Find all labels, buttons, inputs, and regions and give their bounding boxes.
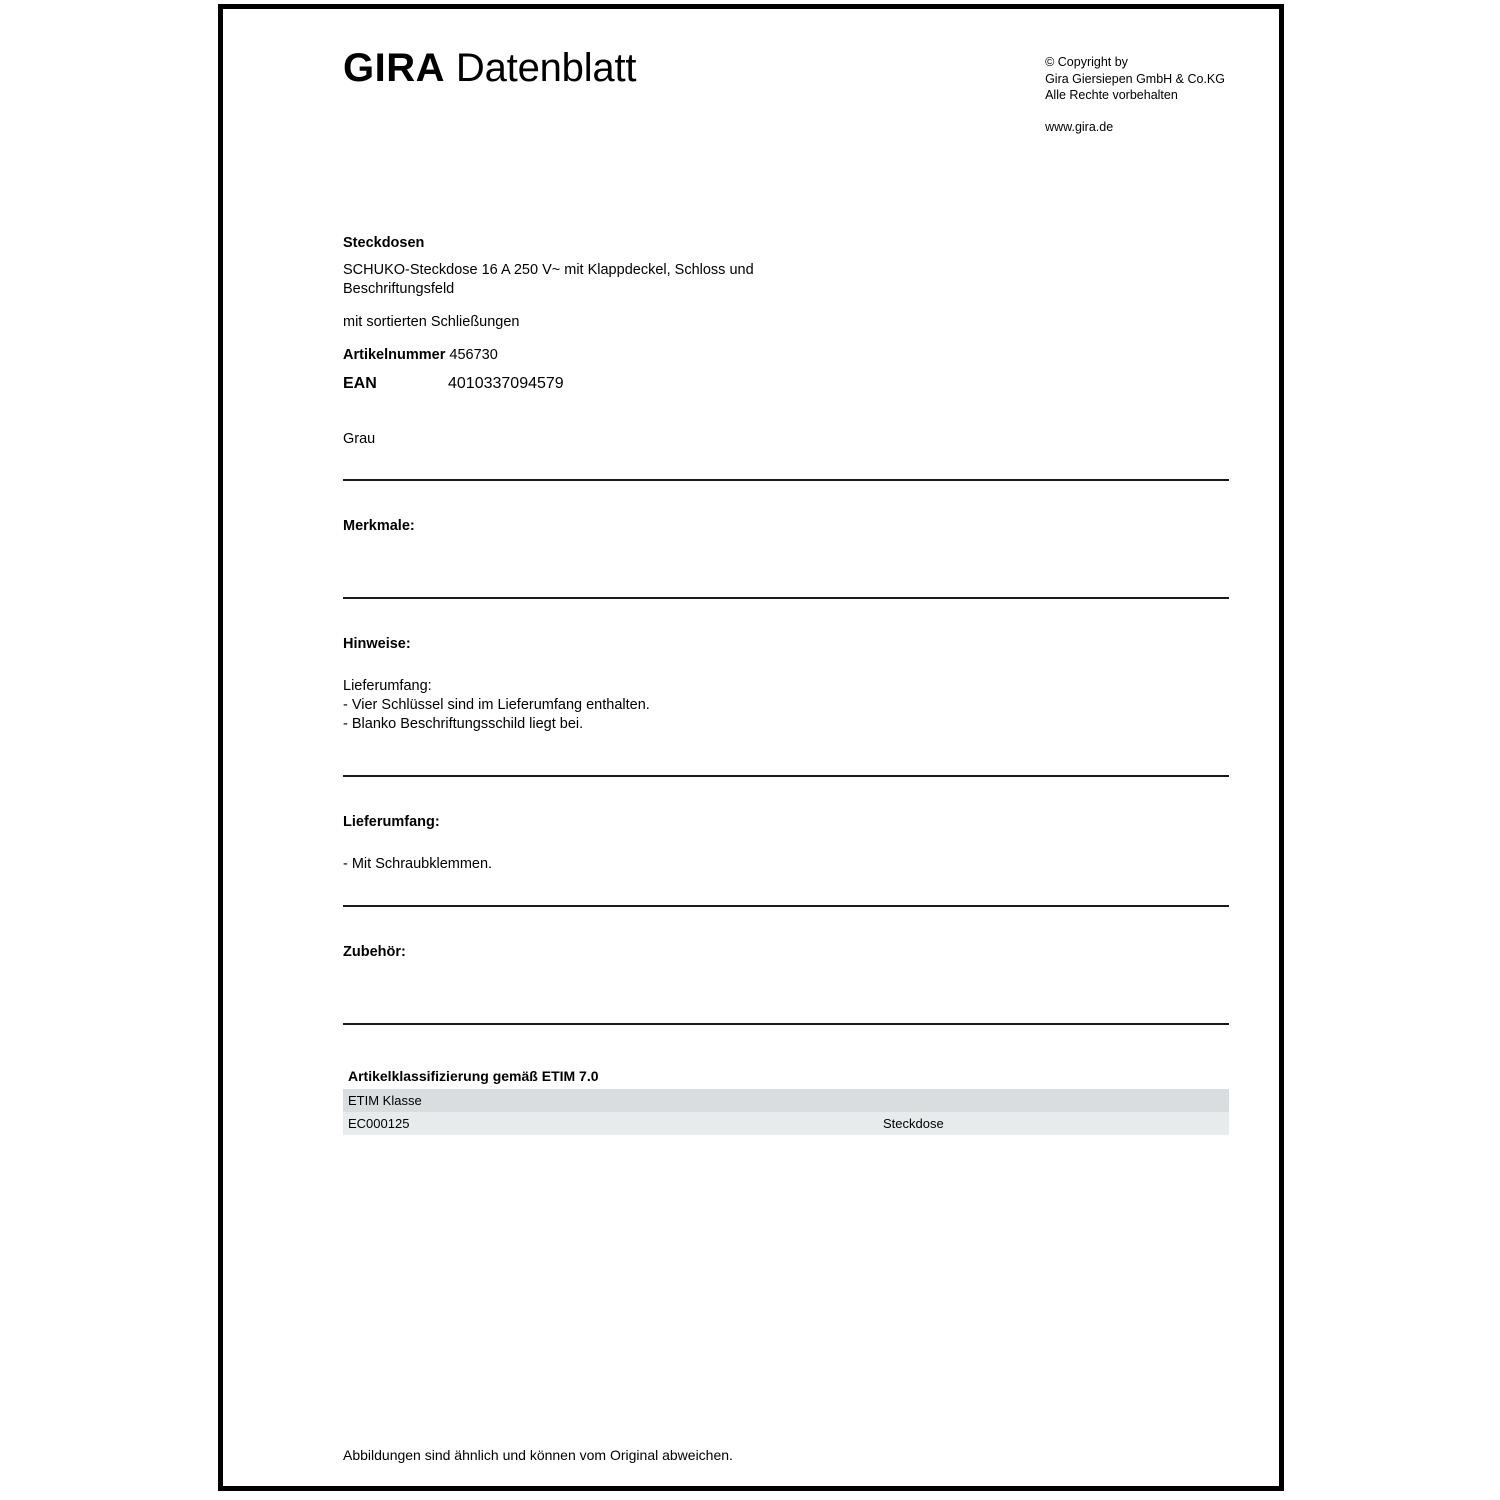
- page-sheet: [223, 9, 1279, 1486]
- etim-cell-name: Steckdose: [878, 1112, 1229, 1135]
- product-info-block: [343, 234, 1233, 449]
- hinweise-heading: Hinweise:: [343, 636, 411, 652]
- page-title: [343, 45, 636, 91]
- brand-logo-gira: GIRA: [343, 46, 445, 90]
- article-number-value: 456730: [449, 347, 498, 363]
- section-merkmale: [343, 481, 1233, 597]
- document-header: [343, 45, 1231, 135]
- copyright-block: [1045, 54, 1225, 135]
- section-lieferumfang: [343, 777, 1233, 883]
- etim-classification: [343, 1067, 1229, 1135]
- zubehoer-heading: Zubehör:: [343, 944, 406, 960]
- lieferumfang-line-1: - Mit Schraubklemmen.: [343, 856, 493, 872]
- etim-title: Artikelklassifizierung gemäß ETIM 7.0: [348, 1068, 599, 1084]
- ean-label: EAN: [343, 375, 377, 392]
- etim-column-header-klasse: ETIM Klasse: [343, 1089, 878, 1112]
- product-color: Grau: [343, 431, 376, 447]
- page-frame: [218, 4, 1284, 1491]
- section-zubehoer: [343, 907, 1233, 1023]
- table-row: [343, 1112, 1229, 1135]
- ean-value: 4010337094579: [448, 375, 564, 392]
- copyright-line-1: © Copyright by: [1045, 55, 1128, 69]
- etim-table-header-row: [343, 1089, 1229, 1112]
- ean-row: [343, 375, 1233, 394]
- copyright-line-3: Alle Rechte vorbehalten: [1045, 88, 1178, 102]
- product-description: SCHUKO-Steckdose 16 A 250 V~ mit Klappdeckel, Schloss und Beschriftungsfeld: [343, 262, 754, 297]
- etim-column-header-blank: [878, 1089, 1229, 1112]
- hinweise-line-1: Lieferumfang:: [343, 678, 432, 694]
- product-variant: mit sortierten Schließungen: [343, 314, 520, 330]
- product-category: Steckdosen: [343, 235, 425, 251]
- etim-table: [343, 1089, 1229, 1135]
- merkmale-heading: Merkmale:: [343, 518, 415, 534]
- hinweise-line-3: - Blanko Beschriftungsschild liegt bei.: [343, 716, 584, 732]
- document-content: [343, 234, 1233, 1135]
- section-hinweise: [343, 599, 1233, 745]
- footer-note: Abbildungen sind ähnlich und können vom Original abweichen.: [343, 1447, 733, 1463]
- article-number-row: [343, 346, 1233, 365]
- etim-cell-code: EC000125: [343, 1112, 878, 1135]
- divider-after-zubehoer: [343, 1023, 1229, 1025]
- document-type-label: Datenblatt: [455, 46, 637, 90]
- lieferumfang-heading: Lieferumfang:: [343, 814, 440, 830]
- copyright-line-2: Gira Giersiepen GmbH & Co.KG: [1045, 71, 1225, 86]
- website-url[interactable]: www.gira.de: [1045, 119, 1114, 134]
- article-number-label: Artikelnummer: [343, 347, 446, 363]
- hinweise-line-2: - Vier Schlüssel sind im Lieferumfang enthalten.: [343, 697, 650, 713]
